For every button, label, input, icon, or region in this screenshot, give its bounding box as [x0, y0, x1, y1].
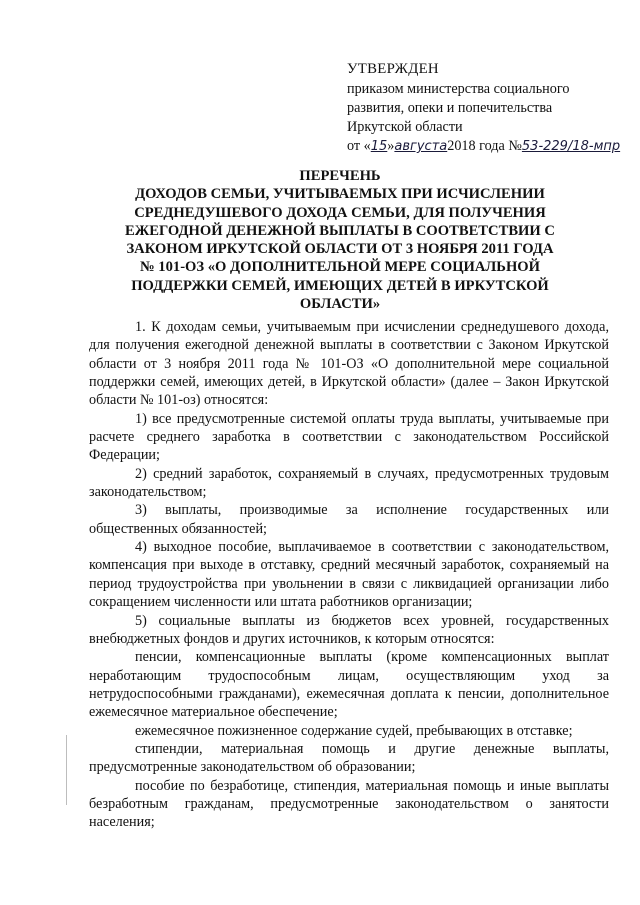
paragraph: 5) социальные выплаты из бюджетов всех уровней, государственных внебюджетных фондов и других источников, к которым относятся:: [89, 612, 609, 647]
paragraph: пенсии, компенсационные выплаты (кроме компенсационных выплат неработающим трудоспособным лицам, осуществляющим уход за нетрудоспособными гражданами), ежемесячная доплата к пенсии, дополнительное ежемесячное материальное обеспечение;: [89, 649, 609, 721]
paragraph: 2) средний заработок, сохраняемый в случаях, предусмотренных трудовым законодательством;: [89, 465, 609, 501]
approval-stamp: [347, 60, 632, 156]
title-line: № 101-ОЗ «О ДОПОЛНИТЕЛЬНОЙ МЕРЕ СОЦИАЛЬНОЙ: [139, 259, 541, 276]
order-number: 53-229/18-мпр: [521, 139, 621, 154]
approval-line: приказом министерства социального: [347, 81, 570, 97]
title-line: ЗАКОНОМ ИРКУТСКОЙ ОБЛАСТИ ОТ 3 НОЯБРЯ 2011 ГОДА: [126, 241, 554, 258]
date-month: августа: [394, 139, 448, 154]
scan-margin-mark: [66, 735, 67, 805]
paragraph: 4) выходное пособие, выплачиваемое в соответствии с законодательством, компенсация при выходе в отставку, средний месячный заработок, сохраняемый на период трудоустройства при увольнении в связи с ликвидацией организации либо сокращением численности или штата работников организации;: [89, 539, 609, 611]
paragraph: стипендии, материальная помощь и другие денежные выплаты, предусмотренные законодательством об образовании;: [89, 740, 609, 776]
document-body: [89, 318, 609, 832]
approval-line: развития, опеки и попечительства: [347, 100, 553, 116]
approval-line: Иркутской области: [347, 119, 463, 135]
paragraph: 1. К доходам семьи, учитываемым при исчислении среднедушевого дохода, для получения ежегодной денежной выплаты в соответствии с Законом Иркутской области от 3 ноября 2011 года № 101-ОЗ «О дополнительной мере социальной поддержки семей, имеющих детей, в Иркутской области» (далее – Закон Иркутской области № 101-оз) относятся:: [89, 319, 609, 409]
date-year: 2018 года №: [447, 138, 522, 154]
title-line: СРЕДНЕДУШЕВОГО ДОХОДА СЕМЬИ, ДЛЯ ПОЛУЧЕНИЯ: [134, 204, 546, 221]
date-prefix: от «: [347, 138, 371, 154]
title-line: ЕЖЕГОДНОЙ ДЕНЕЖНОЙ ВЫПЛАТЫ В СООТВЕТСТВИИ С: [125, 222, 555, 239]
approval-heading: УТВЕРЖДЕН: [347, 61, 439, 77]
title-line: ПЕРЕЧЕНЬ: [299, 168, 381, 184]
paragraph: 3) выплаты, производимые за исполнение государственных или общественных обязанностей;: [89, 502, 609, 537]
title-line: ДОХОДОВ СЕМЬИ, УЧИТЫВАЕМЫХ ПРИ ИСЧИСЛЕНИИ: [135, 186, 545, 203]
document-title: [80, 167, 600, 313]
title-line: ОБЛАСТИ»: [299, 296, 381, 313]
date-day: 15: [370, 139, 388, 154]
paragraph: 1) все предусмотренные системой оплаты труда выплаты, учитываемые при расчете среднего заработка в соответствии с законодательством Российской Федерации;: [89, 410, 609, 464]
approval-date-line: [347, 137, 632, 156]
title-line: ПОДДЕРЖКИ СЕМЕЙ, ИМЕЮЩИХ ДЕТЕЙ В ИРКУТСКОЙ: [131, 277, 549, 294]
paragraph: ежемесячное пожизненное содержание судей, пребывающих в отставке;: [135, 722, 573, 739]
date-quote-close: »: [387, 138, 395, 154]
paragraph: пособие по безработице, стипендия, материальная помощь и иные выплаты безработным гражданам, предусмотренные законодательством о занятости населения;: [89, 777, 609, 831]
